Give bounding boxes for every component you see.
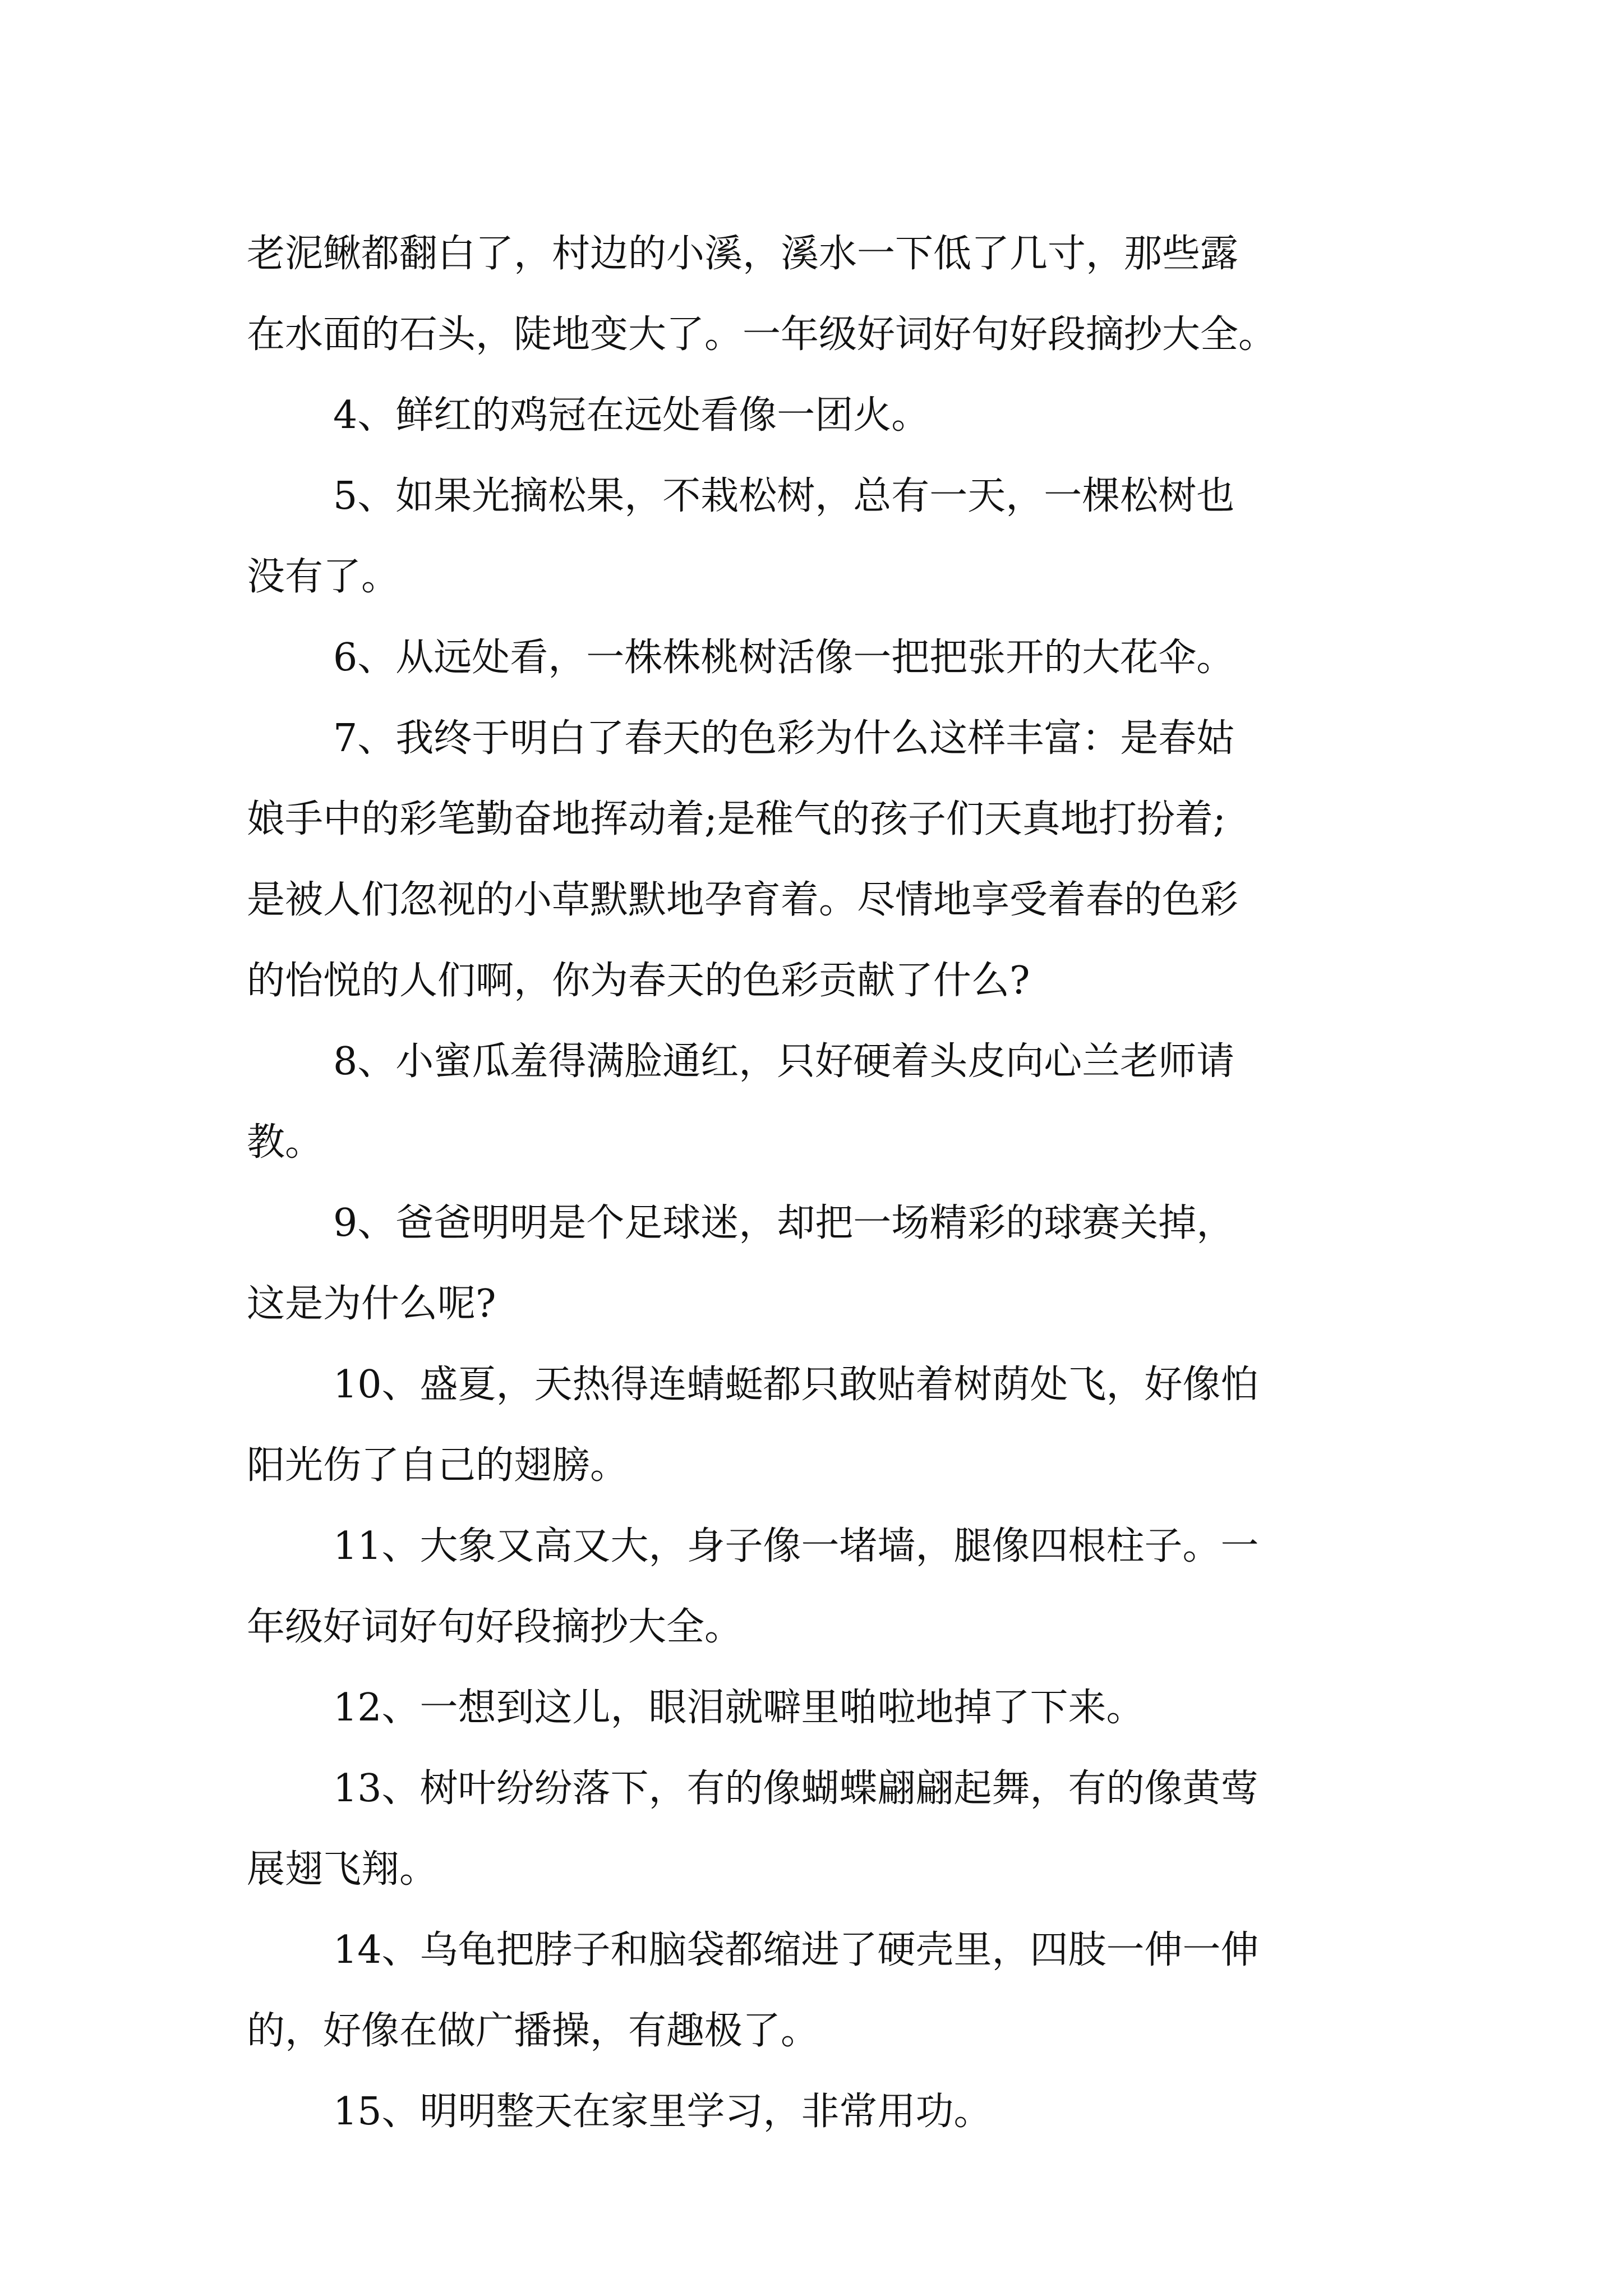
text-line: 阳光伤了自己的翅膀。	[247, 1443, 629, 1488]
text-line: 10、盛夏，天热得连蜻蜓都只敢贴着树荫处飞，好像怕	[333, 1363, 1259, 1407]
text-line: 老泥鳅都翻白了，村边的小溪，溪水一下低了几寸，那些露	[247, 232, 1239, 276]
text-line: 7、我终于明白了春天的色彩为什么这样丰富：是春姑	[333, 716, 1235, 761]
text-line: 15、明明整天在家里学习，非常用功。	[333, 2090, 992, 2134]
paragraph	[247, 456, 1391, 618]
text-line: 在水面的石头，陡地变大了。一年级好词好句好段摘抄大全。	[247, 312, 1277, 357]
document-body	[247, 214, 1391, 2152]
paragraph	[247, 2072, 1391, 2152]
text-line: 5、如果光摘松果，不栽松树，总有一天，一棵松树也	[333, 474, 1235, 518]
text-line: 的怡悦的人们啊，你为春天的色彩贡献了什么?	[247, 959, 1030, 1003]
text-line: 娘手中的彩笔勤奋地挥动着;是稚气的孩子们天真地打扮着;	[247, 797, 1226, 841]
text-line: 6、从远处看，一株株桃树活像一把把张开的大花伞。	[333, 636, 1235, 680]
text-line: 11、大象又高又大，身子像一堵墙，腿像四根柱子。一	[333, 1524, 1259, 1568]
text-line: 没有了。	[247, 555, 400, 599]
text-line: 是被人们忽视的小草默默地孕育着。尽情地享受着春的色彩	[247, 878, 1239, 922]
paragraph	[247, 1183, 1391, 1345]
text-line: 教。	[247, 1120, 324, 1165]
paragraph	[247, 618, 1391, 698]
paragraph	[247, 1668, 1391, 1749]
paragraph	[247, 214, 1391, 375]
paragraph	[247, 1506, 1391, 1668]
text-line: 这是为什么呢?	[247, 1282, 496, 1326]
paragraph	[247, 1022, 1391, 1183]
text-line: 13、树叶纷纷落下，有的像蝴蝶翩翩起舞，有的像黄莺	[333, 1766, 1259, 1811]
paragraph	[247, 1749, 1391, 1910]
text-line: 12、一想到这儿，眼泪就噼里啪啦地掉了下来。	[333, 1686, 1145, 1730]
paragraph	[247, 1910, 1391, 2072]
paragraph	[247, 1345, 1391, 1506]
text-line: 9、爸爸明明是个足球迷，却把一场精彩的球赛关掉，	[333, 1201, 1235, 1245]
text-line: 8、小蜜瓜羞得满脸通红，只好硬着头皮向心兰老师请	[333, 1039, 1235, 1084]
text-line: 年级好词好句好段摘抄大全。	[247, 1605, 743, 1649]
text-line: 的，好像在做广播操，有趣极了。	[247, 2009, 819, 2053]
text-line: 14、乌龟把脖子和脑袋都缩进了硬壳里，四肢一伸一伸	[333, 1928, 1259, 1972]
text-line: 4、鲜红的鸡冠在远处看像一团火。	[333, 393, 930, 438]
paragraph	[247, 375, 1391, 456]
paragraph	[247, 698, 1391, 1022]
text-line: 展翅飞翔。	[247, 1847, 438, 1892]
